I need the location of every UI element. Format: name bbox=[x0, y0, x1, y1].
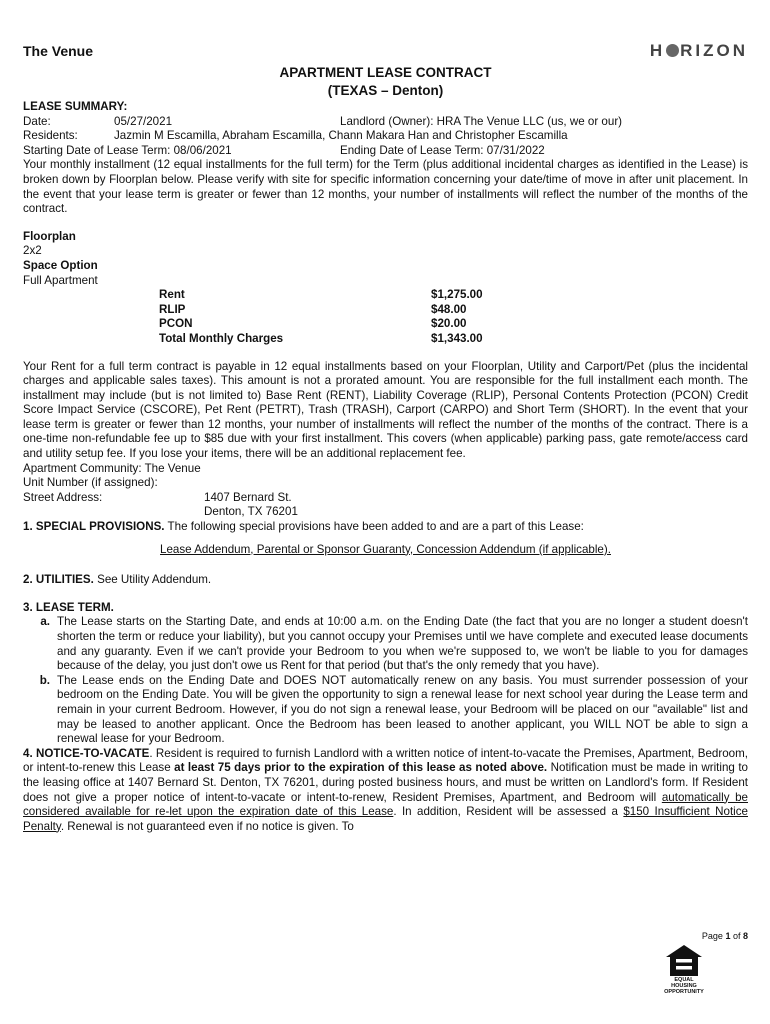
notice-text-1: . Resident is required to furnish Landlord with a written notice of intent-to-vacate the Premises, Apartment, Bedroom, or intent-to-renew this Lease bbox=[23, 746, 749, 775]
lease-term-item bbox=[23, 615, 748, 673]
residents-label: Residents: bbox=[23, 129, 78, 143]
venue-name: The Venue bbox=[23, 43, 94, 59]
fee-row bbox=[159, 288, 748, 303]
street-line2: Denton, TX 76201 bbox=[204, 505, 298, 519]
fee-amount: $1,275.00 bbox=[431, 288, 483, 302]
special-addenda: Lease Addendum, Parental or Sponsor Guaranty, Concession Addendum (if applicable). bbox=[160, 542, 611, 556]
street-line1: 1407 Bernard St. bbox=[204, 490, 292, 504]
special-provisions bbox=[23, 520, 748, 535]
floorplan-value: 2x2 bbox=[23, 244, 42, 258]
equal-housing-logo bbox=[662, 943, 706, 995]
utilities-section bbox=[23, 573, 748, 588]
residents-row bbox=[23, 129, 748, 144]
start-date: Starting Date of Lease Term: 08/06/2021 bbox=[23, 143, 232, 157]
equal-housing-house-icon bbox=[664, 943, 704, 977]
page-of: of bbox=[730, 931, 743, 941]
fee-label: Rent bbox=[159, 288, 185, 302]
fee-label: Total Monthly Charges bbox=[159, 331, 284, 345]
fee-row bbox=[159, 317, 748, 332]
item-text: The Lease starts on the Starting Date, and ends at 10:00 a.m. on the Ending Date (the fact that you are no longer a student doesn't shorten the term or reduce your liability), but you cannot occupy your Premises until we have complete and executed lease documents and any guaranty. Even if we can't provide your Bedroom to you when we're supposed to, we won't be liable to you for damages because of the delay, you just don't owe us Rent for that period (but that's the only remedy that you have). bbox=[57, 615, 748, 673]
fee-row bbox=[159, 303, 748, 318]
fee-amount: $48.00 bbox=[431, 302, 467, 316]
item-text: The Lease ends on the Ending Date and DOES NOT automatically renew on any basis. You must surrender possession of your bedroom on the Ending Date. You will be given the opportunity to sign a renewal lease for next school year during the Lease term and remain in your current Bedroom. However, if you do not sign a renewal lease, your Bedroom will be placed on our "available" list and may be leased to another applicant. Once the Bedroom has been leased to another applicant, you WILL NOT be able to sign a renewal lease for your Bedroom. bbox=[57, 673, 748, 746]
residents-value: Jazmin M Escamilla, Abraham Escamilla, Chann Makara Han and Christopher Escamilla bbox=[114, 129, 568, 143]
fee-table bbox=[159, 288, 748, 346]
title-line1: APARTMENT LEASE CONTRACT bbox=[279, 65, 492, 80]
landlord-info: Landlord (Owner): HRA The Venue LLC (us, we or our) bbox=[340, 114, 623, 128]
installments-paragraph: Your monthly installment (12 equal installments for the full term) for the Term (plus additional incidental charges as identified in the Lease) is broken down by Floorplan below. Please verify with site for specific information concerning your date/time of move in after unit placement. In the event that your lease term is greater or fewer than 12 months, your number of installments will reflect the number of the months of the contract. bbox=[23, 158, 748, 216]
fee-amount: $1,343.00 bbox=[431, 331, 483, 345]
notice-penalty: $150 Insufficient Notice Penalty bbox=[23, 805, 748, 833]
notice-text-7: . Renewal is not guaranteed even if no notice is given. To bbox=[60, 819, 354, 833]
logo-text-h: H bbox=[649, 41, 666, 60]
street-row bbox=[23, 491, 748, 506]
fee-label: RLIP bbox=[159, 302, 186, 316]
date-value: 05/27/2021 bbox=[114, 114, 173, 128]
unit-line: Unit Number (if assigned): bbox=[23, 476, 158, 490]
lease-term-heading: 3. LEASE TERM. bbox=[23, 600, 114, 614]
date-row bbox=[23, 115, 748, 130]
end-date: Ending Date of Lease Term: 07/31/2022 bbox=[340, 143, 545, 157]
notice-paragraph bbox=[23, 747, 748, 835]
title-line2: (TEXAS – Denton) bbox=[327, 83, 444, 98]
page-total: 8 bbox=[742, 931, 748, 941]
utilities-text: See Utility Addendum. bbox=[93, 573, 212, 587]
logo-dot-icon bbox=[666, 44, 679, 57]
rent-paragraph: Your Rent for a full term contract is payable in 12 equal installments based on your Floorplan, Utility and Carport/Pet (plus the incidental charges and applicable sales taxes). This amount is not a prorated amount. You are responsible for the full installment each month. The installment may include (but is not limited to) Base Rent (RENT), Liability Coverage (RLIP), Personal Contents Protection (PCON) Credit Score Impact Service (CSCORE), Pet Rent (PETRT), Trash (TRASH), Carport (CARPO) and Short Term (SHORT). In the event that your lease term is greater or fewer than 12 months, your number of installments will reflect the number of the months of the contract. There is a one-time non-refundable fee up to $85 due with your first installment. This covers (when applicable) parking pass, gate remote/access card and utility setup fee. If you lose your items, there will be an additional replacement fee. bbox=[23, 359, 748, 461]
page-current: 1 bbox=[725, 931, 731, 941]
utilities-heading: 2. UTILITIES. bbox=[23, 573, 94, 587]
fee-label: PCON bbox=[159, 317, 193, 331]
floorplan-label: Floorplan bbox=[23, 229, 76, 243]
notice-text-3: Notification must be made in writing to the leasing office at 1407 Bernard St. Denton, TX 76201, during posted business hours, and must be written on Landlord's form. If Resident does not give a proper notice of intent-to-vacate or intent-to-renew, Resident Premises, Apartment, and Bedroom will bbox=[23, 761, 748, 804]
street-label: Street Address: bbox=[23, 490, 103, 504]
space-option-value: Full Apartment bbox=[23, 273, 98, 287]
fee-row-total bbox=[159, 332, 748, 347]
document-header bbox=[23, 41, 748, 64]
item-marker: b. bbox=[39, 673, 50, 687]
notice-text-bold: at least 75 days prior to the expiration of this lease as noted above. bbox=[174, 761, 548, 775]
lease-document bbox=[23, 41, 749, 834]
summary-heading: LEASE SUMMARY: bbox=[23, 100, 128, 113]
horizon-logo bbox=[649, 41, 748, 60]
date-label: Date: bbox=[23, 114, 51, 128]
term-dates-row bbox=[23, 144, 748, 159]
space-option-label: Space Option bbox=[23, 258, 98, 272]
lease-term-item bbox=[23, 674, 748, 747]
fee-amount: $20.00 bbox=[431, 317, 467, 331]
item-marker: a. bbox=[40, 615, 50, 629]
notice-text-5: . In addition, Resident will be assessed a bbox=[393, 805, 624, 819]
notice-text-underline: automatically be considered available for re-let upon the expiration date of this Lease bbox=[23, 790, 748, 819]
special-text: The following special provisions have been added to and are a part of this Lease: bbox=[164, 520, 584, 534]
logo-text-rest: RIZON bbox=[680, 41, 748, 60]
page-label: Page bbox=[701, 931, 726, 941]
eho-line1: EQUAL HOUSING bbox=[671, 977, 697, 989]
notice-heading: 4. NOTICE-TO-VACATE bbox=[23, 746, 150, 760]
page-number bbox=[702, 929, 748, 944]
eho-line2: OPPORTUNITY bbox=[664, 989, 704, 995]
community-line: Apartment Community: The Venue bbox=[23, 461, 201, 475]
special-heading: 1. SPECIAL PROVISIONS. bbox=[23, 520, 165, 534]
